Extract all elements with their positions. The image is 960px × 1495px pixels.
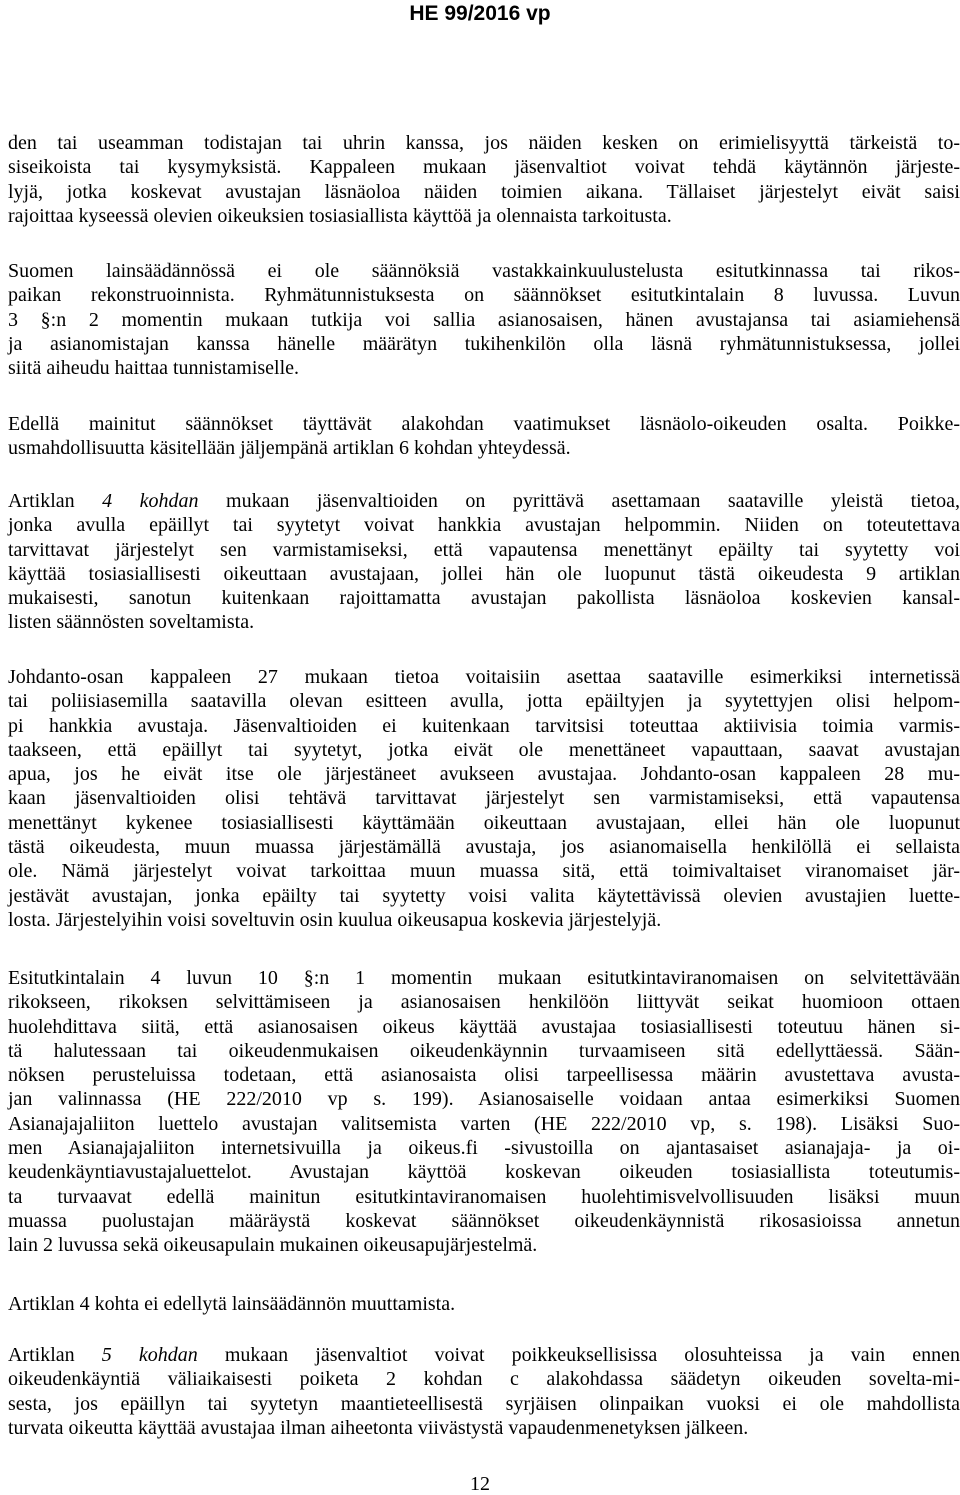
text-line: huolehdittava siitä, että asianosaisen oikeus käyttää avustajaa tosiasiallisesti toteutuu hänen si- [8, 1015, 960, 1038]
paragraph-5 [8, 665, 960, 932]
text-line: losta. Järjestelyihin voisi soveltuvin osin kuulua oikeusapua koskevia järjestelyjä. [8, 908, 662, 931]
paragraph-3 [8, 412, 960, 461]
paragraph-2 [8, 259, 960, 380]
text-line: paikan rekonstruoinnista. Ryhmätunnistuksesta on säännökset esitutkintalain 8 luvussa. Luvun [8, 284, 960, 307]
paragraph-7 [8, 1292, 960, 1316]
text-line: lain 2 luvussa sekä oikeusapulain mukainen oikeusapujärjestelmä. [8, 1234, 538, 1257]
text-line: Artiklan 5 kohdan mukaan jäsenvaltiot voivat poikkeuksellisissa olosuhteissa ja vain ennen [8, 1344, 960, 1366]
page-number: 12 [470, 1473, 490, 1495]
text-line: oikeudenkäyntiä väliaikaisesti poiketa 2 kohdan c alakohdassa säädetyn oikeuden sovelta-mi- [8, 1368, 960, 1391]
text-line: jan valinnassa (HE 222/2010 vp s. 199). Asianosaiselle voidaan antaa esimerkiksi Suomen [8, 1088, 960, 1111]
text-line: keudenkäyntiavustajaluettelot. Avustajan käyttöä koskevan oikeuden tosiasiallista toteutumis- [8, 1161, 960, 1184]
document-header: HE 99/2016 vp [409, 2, 551, 25]
text-line: tai poliisiasemilla saatavilla olevan esitteen avulla, jotta epäiltyjen ja syytettyjen olisi helpom- [8, 690, 960, 713]
text-line: den tai useamman todistajan tai uhrin kanssa, jos näiden kesken on erimielisyyttä tärkeistä to- [8, 132, 960, 154]
text-line: listen säännösten soveltamista. [8, 611, 255, 634]
paragraph-8 [8, 1343, 960, 1440]
text-line: apua, jos he eivät itse ole järjestäneet avukseen avustajaa. Johdanto-osan kappaleen 28 mu- [8, 763, 960, 786]
text-line: menettänyt kykenee tosiasiallisesti käyttämään oikeuttaan avustajaan, ellei hän ole luopunut [8, 811, 960, 834]
italic-reference: 5 kohdan [101, 1344, 198, 1366]
text-line: mukaisesti, sanotun kuitenkaan rajoittamatta avustajan pakollista läsnäoloa koskevien kansal- [8, 587, 960, 610]
text-line: 3 §:n 2 momentin mukaan tutkija voi sallia asianosaisen, hänen avustajansa tai asiamiehensä [8, 308, 960, 331]
text-line: nöksen perusteluissa todetaan, että asianosaista olisi tarpeellisessa määrin avustettava avusta- [8, 1064, 960, 1087]
text-line: Esitutkintalain 4 luvun 10 §:n 1 momentin mukaan esitutkintaviranomaisen on selvitettävään [8, 967, 960, 989]
text-line: rikokseen, rikoksen selvittämiseen ja asianosaisen henkilöön liittyvät seikat huomioon ottaen [8, 991, 960, 1014]
text-line: jonka avulla epäillyt tai syytetyt voivat hankkia avustajan helpommin. Niiden on toteutettava [8, 514, 960, 537]
text-line: men Asianajajaliiton internetsivuilla ja oikeus.fi -sivustoilla on ajantasaiset asianajaja- ja oi- [8, 1137, 960, 1160]
text-line: kaan jäsenvaltioiden olisi tehtävä tarvittavat järjestelyt sen varmistamiseksi, että vapautensa [8, 787, 960, 810]
text-line: Johdanto-osan kappaleen 27 mukaan tietoa voitaisiin asettaa saataville esimerkiksi internetissä [8, 666, 960, 688]
text-line: Artiklan 4 kohdan mukaan jäsenvaltioiden on pyrittävä asettamaan saataville yleistä tietoa, [8, 490, 960, 512]
text-line: jestävät avustajan, jonka epäilty tai syytetty voisi valita käytettävissä olevien avustajien luette- [8, 884, 960, 907]
text-line: siseikoista tai kysymyksistä. Kappaleen mukaan jäsenvaltiot voivat tehdä käytännön järjeste- [8, 156, 960, 179]
text-line: Artiklan 4 kohta ei edellytä lainsäädännön muuttamista. [8, 1293, 456, 1315]
text-line: usmahdollisuutta käsitellään jäljempänä artiklan 6 kohdan yhteydessä. [8, 437, 571, 460]
text-line: lyjä, jotka koskevat avustajan läsnäoloa näiden toimien aikana. Tällaiset järjestelyt eivät saisi [8, 180, 960, 203]
text-line: Edellä mainitut säännökset täyttävät alakohdan vaatimukset läsnäolo-oikeuden osalta. Poikke- [8, 413, 960, 435]
paragraph-6 [8, 966, 960, 1258]
text-line: muassa puolustajan määräystä koskevat säännökset oikeudenkäynnistä rikosasioissa annetun [8, 1209, 960, 1232]
text-line: pi hankkia avustaja. Jäsenvaltioiden ei kuitenkaan tarvitsisi toteuttaa aktiivisia toimia varmis- [8, 714, 960, 737]
text-line: Asianajajaliiton luettelo avustajan valitsemista varten (HE 222/2010 vp, s. 198). Lisäksi Suo- [8, 1112, 960, 1135]
text-line: käyttää tosiasiallisesti oikeuttaan avustajaan, jollei hän ole luopunut tästä oikeudesta 9 artiklan [8, 562, 960, 585]
italic-reference: 4 kohdan [102, 490, 199, 512]
text-line: siitä aiheudu haittaa tunnistamiselle. [8, 357, 300, 380]
text-line: rajoittaa kyseessä olevien oikeuksien tosiasiallista käyttöä ja olennaista tarkoitusta. [8, 204, 672, 227]
text-line: ta turvaavat edellä mainitun esitutkintaviranomaisen huolehtimisvelvollisuuden lisäksi muun [8, 1185, 960, 1208]
text-line: tä halutessaan tai oikeudenmukaisen oikeudenkäynnin turvaamiseen sitä edellyttäessä. Sään- [8, 1039, 960, 1062]
paragraph-1 [8, 131, 960, 228]
text-line: sesta, jos epäillyn tai syytetyn maantieteellisestä syrjäisen olinpaikan vuoksi ei ole mahdollista [8, 1392, 960, 1415]
text-line: tästä oikeudesta, muun muassa järjestämällä avustaja, jos asianomaisella henkilöllä ei sellaista [8, 836, 960, 859]
text-line: ole. Nämä järjestelyt voivat tarkoittaa muun muassa sitä, että toimivaltaiset viranomaiset jär- [8, 860, 960, 883]
paragraph-4 [8, 489, 960, 635]
text-line: taakseen, että epäillyt tai syytetyt, jotka eivät ole menettäneet vapauttaan, saavat avustajan [8, 738, 960, 761]
text-line: ja asianomistajan kanssa hänelle määrätyn tukihenkilön olla läsnä ryhmätunnistuksessa, jollei [8, 332, 960, 355]
text-line: tarvittavat järjestelyt sen varmistamiseksi, että vapautensa menettänyt epäilty tai syytetty voi [8, 538, 960, 561]
text-line: turvata oikeutta käyttää avustajaa ilman aiheetonta viivästystä vapaudenmenetyksen jälkeen. [8, 1416, 749, 1439]
text-line: Suomen lainsäädännössä ei ole säännöksiä vastakkainkuulustelusta esitutkinnassa tai rikos- [8, 260, 960, 282]
